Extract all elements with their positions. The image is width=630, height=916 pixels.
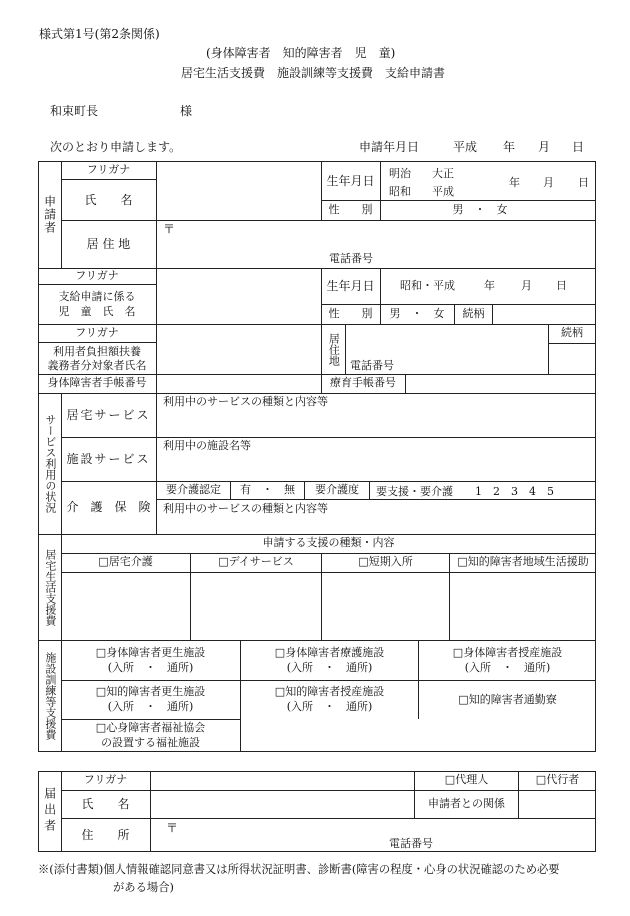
child-name-label <box>38 285 156 324</box>
filer-name-field[interactable] <box>151 772 414 818</box>
child-birth-month: 月 <box>521 279 532 292</box>
filer-section-label: 届出者 <box>42 787 57 835</box>
date-month: 月 <box>538 140 551 154</box>
home-support-item-day-service[interactable]: □デイサービス <box>218 555 294 569</box>
date-year: 年 <box>503 140 516 154</box>
supporter-furigana-label: フリガナ <box>75 325 119 339</box>
applicant-name-label: 氏 名 <box>84 192 133 207</box>
home-support-item-group-living[interactable]: □知的障害者地域生活援助 <box>457 555 589 569</box>
home-service-desc: 利用中のサービスの種類と内容等 <box>163 395 328 408</box>
facility-item-intellectual-rehab[interactable] <box>61 681 240 719</box>
date-era: 平成 <box>453 140 478 154</box>
applicant-name-furigana-field[interactable] <box>157 161 321 180</box>
applicant-address-label: 居 住 地 <box>86 237 131 252</box>
facility-item-label: □身体障害者療護施設 <box>274 645 385 659</box>
filer-proxy-checkbox[interactable]: □代行者 <box>535 773 580 787</box>
applicant-phone-label: 電話番号 <box>329 252 373 265</box>
filer-address-label: 住 所 <box>81 827 130 842</box>
care-insurance-label: 介 護 保 険 <box>66 500 151 515</box>
facility-item-label: □知的障害者通勤寮 <box>458 692 557 706</box>
rehab-handbook-label: 療育手帳番号 <box>330 376 396 390</box>
facility-item-sub: (入所 ・ 通所) <box>107 660 194 674</box>
home-support-section-label: 居宅生活支援費 <box>43 548 57 626</box>
child-birth-era: 昭和・平成 <box>400 279 455 292</box>
child-name-label-line1: 支給申請に係る <box>58 289 136 303</box>
home-support-header: 申請する支援の種類・内容 <box>262 536 395 550</box>
filer-name-label: 氏 名 <box>81 797 130 812</box>
applicant-sex-label: 性 別 <box>328 203 373 217</box>
supporter-label-line2: 義務者分対象者氏名 <box>47 358 147 372</box>
facility-support-section-label: 施設訓練等支援費 <box>43 651 57 740</box>
facility-item-label: □身体障害者授産施設 <box>452 645 563 659</box>
applicant-postal-mark: 〒 <box>163 222 176 236</box>
home-support-item-home-care[interactable]: □居宅介護 <box>98 555 153 569</box>
child-name-label-line2: 児 童 氏 名 <box>58 304 136 318</box>
facility-item-sub: (入所 ・ 通所) <box>286 660 373 674</box>
home-support-item-short-stay[interactable]: □短期入所 <box>358 555 413 569</box>
facility-item-intellectual-commute-dorm[interactable] <box>419 681 596 719</box>
care-cert-yesno[interactable]: 有 ・ 無 <box>240 482 295 496</box>
child-furigana-label: フリガナ <box>75 268 119 282</box>
service-status-section-label: サービス利用の状況 <box>43 414 57 513</box>
applicant-birth-month: 月 <box>543 176 554 189</box>
facility-item-intellectual-workshop[interactable] <box>241 681 418 719</box>
applicant-section-label: 申請者 <box>42 195 57 234</box>
child-sex-value[interactable]: 男 ・ 女 <box>389 307 445 321</box>
facility-item-label: □心身障害者福祉協会 <box>95 721 206 735</box>
era-showa: 昭和 <box>389 185 411 198</box>
facility-service-label: 施設サービス <box>66 451 151 466</box>
facility-item-sub: (入所 ・ 通所) <box>107 700 194 713</box>
era-meiji: 明治 <box>389 167 411 180</box>
supporter-label-line1: 利用者負担額扶養 <box>53 344 141 358</box>
home-service-label: 居宅サービス <box>66 407 151 422</box>
facility-item-welfare-association[interactable] <box>61 720 240 751</box>
footnote-line2: がある場合) <box>113 881 174 894</box>
filer-relation-label: 申請者との関係 <box>428 797 505 811</box>
applicant-birth-day: 日 <box>578 176 589 189</box>
supporter-name-field[interactable] <box>157 325 321 374</box>
child-relation-label: 続柄 <box>462 307 485 321</box>
filer-agent-checkbox[interactable]: □代理人 <box>444 773 489 787</box>
care-cert-label: 要介護認定 <box>166 482 221 496</box>
child-sex-label: 性 別 <box>328 307 373 321</box>
facility-item-physical-nursing[interactable] <box>241 641 418 680</box>
physical-handbook-field[interactable] <box>157 375 321 393</box>
title-line1: (身体障害者 知的障害者 児 童) <box>206 46 396 60</box>
applicant-sex-value[interactable]: 男 ・ 女 <box>452 203 508 217</box>
date-label: 申請年月日 <box>359 140 420 154</box>
addressee: 和束町長 <box>50 104 99 118</box>
filer-relation-field[interactable] <box>519 791 596 818</box>
child-birth-label: 生年月日 <box>326 278 375 293</box>
child-birth-day: 日 <box>556 279 567 292</box>
care-service-desc: 利用中のサービスの種類と内容等 <box>163 502 328 515</box>
rehab-handbook-field[interactable] <box>406 375 595 393</box>
child-birth-year: 年 <box>484 279 495 292</box>
applicant-birth-year: 年 <box>509 176 520 189</box>
applicant-address-field[interactable] <box>175 222 575 250</box>
facility-item-sub: (入所 ・ 通所) <box>464 660 551 674</box>
page-title: 居宅生活支援費 施設訓練等支援費 支給申請書 <box>181 66 446 80</box>
child-name-field[interactable] <box>157 269 321 324</box>
facility-item-sub: の設置する福祉施設 <box>101 735 200 749</box>
era-taisho: 大正 <box>432 167 454 180</box>
supporter-residence-label: 居住地 <box>327 332 341 366</box>
supporter-phone-label: 電話番号 <box>350 359 394 372</box>
honorific: 様 <box>180 104 193 118</box>
intro-text: 次のとおり申請します。 <box>50 140 182 154</box>
facility-item-label: □知的障害者更生施設 <box>95 685 206 699</box>
footnote-line1: ※(添付書類)個人情報確認同意書又は所得状況証明書、診断書(障害の程度・心身の状況確認のため必要 <box>38 863 560 876</box>
facility-item-physical-workshop[interactable] <box>419 641 596 680</box>
form-number: 様式第1号(第2条関係) <box>39 27 160 41</box>
care-level-label: 要介護度 <box>315 482 359 496</box>
filer-postal-mark: 〒 <box>166 821 179 835</box>
facility-item-label: □身体障害者更生施設 <box>95 645 206 659</box>
care-levels[interactable]: 要支援・要介護 1 2 3 4 5 <box>376 485 554 498</box>
applicant-birth-label: 生年月日 <box>326 173 375 188</box>
supporter-relation-label: 続柄 <box>561 326 583 340</box>
applicant-furigana-label: フリガナ <box>86 163 131 177</box>
era-heisei: 平成 <box>432 185 454 198</box>
facility-item-physical-rehab[interactable] <box>61 641 240 680</box>
facility-item-label: □知的障害者授産施設 <box>274 685 385 699</box>
facility-service-desc: 利用中の施設名等 <box>163 439 251 452</box>
filer-phone-label: 電話番号 <box>389 837 433 850</box>
date-day: 日 <box>572 140 585 154</box>
supporter-name-label <box>38 343 156 374</box>
facility-item-sub: (入所 ・ 通所) <box>286 700 373 713</box>
filer-furigana-label: フリガナ <box>83 773 128 787</box>
physical-handbook-label: 身体障害者手帳番号 <box>47 376 147 390</box>
applicant-name-field[interactable] <box>157 180 321 220</box>
